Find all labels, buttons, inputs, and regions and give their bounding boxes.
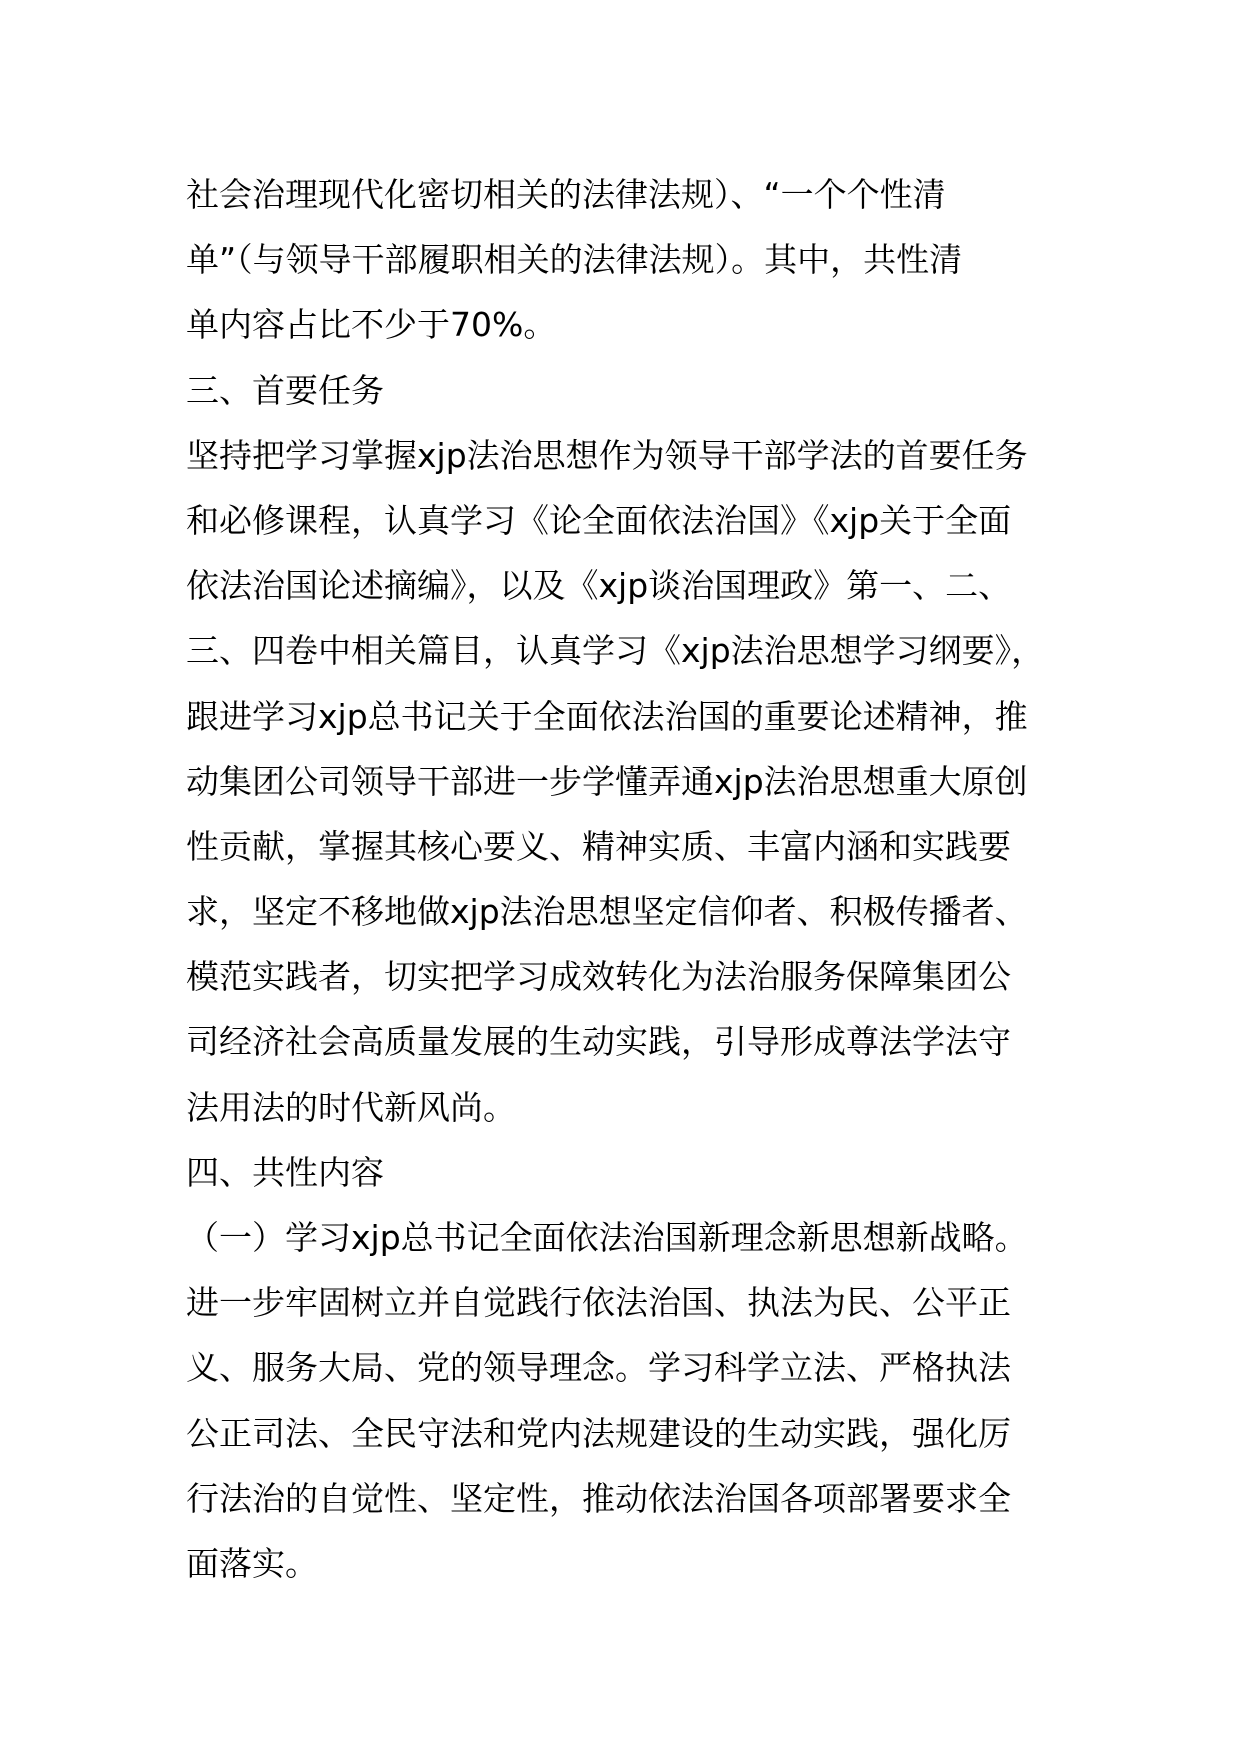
subsection-heading: （一）学习xjp总书记全面依法治国新理念新思想新战略。 (186, 1218, 1028, 1257)
paragraph-line: 行法治的自觉性、坚定性，推动依法治国各项部署要求全 (186, 1478, 1011, 1518)
paragraph-line: 公正司法、全民守法和党内法规建设的生动实践，强化厉 (186, 1413, 1011, 1453)
paragraph-line: 跟进学习xjp总书记关于全面依法治国的重要论述精神，推 (186, 696, 1028, 736)
paragraph-line: 性贡献，掌握其核心要义、精神实质、丰富内涵和实践要 (186, 826, 1011, 866)
paragraph-line: 依法治国论述摘编》，以及《xjp谈治国理政》第一、二、 (186, 566, 1012, 606)
paragraph-line: 单”（与领导干部履职相关的法律法规）。其中，共性清 (186, 240, 963, 280)
document-body (186, 162, 1066, 1596)
section-heading: 四、共性内容 (186, 1152, 384, 1192)
section-heading: 三、首要任务 (186, 370, 384, 410)
paragraph-line: 三、四卷中相关篇目，认真学习《xjp法治思想学习纲要》， (186, 631, 1045, 671)
paragraph-line: 动集团公司领导干部进一步学懂弄通xjp法治思想重大原创 (186, 761, 1028, 801)
paragraph-line: 和必修课程，认真学习《论全面依法治国》《xjp关于全面 (186, 500, 1012, 540)
paragraph-line: 模范实践者，切实把学习成效转化为法治服务保障集团公 (186, 957, 1011, 997)
paragraph-line: 司经济社会高质量发展的生动实践，引导形成尊法学法守 (186, 1022, 1011, 1062)
paragraph-line: 面落实。 (186, 1543, 318, 1583)
paragraph-line: 社会治理现代化密切相关的法律法规）、“一个个性清 (186, 175, 946, 214)
paragraph-line: 义、服务大局、党的领导理念。学习科学立法、严格执法 (186, 1348, 1011, 1388)
paragraph-line: 单内容占比不少于70%。 (186, 305, 557, 345)
paragraph-line: 法用法的时代新风尚。 (186, 1087, 516, 1127)
paragraph-line: 进一步牢固树立并自觉践行依法治国、执法为民、公平正 (186, 1283, 1011, 1323)
paragraph-line: 坚持把学习掌握xjp法治思想作为领导干部学法的首要任务 (186, 435, 1028, 475)
paragraph-line: 求，坚定不移地做xjp法治思想坚定信仰者、积极传播者、 (186, 892, 1028, 932)
